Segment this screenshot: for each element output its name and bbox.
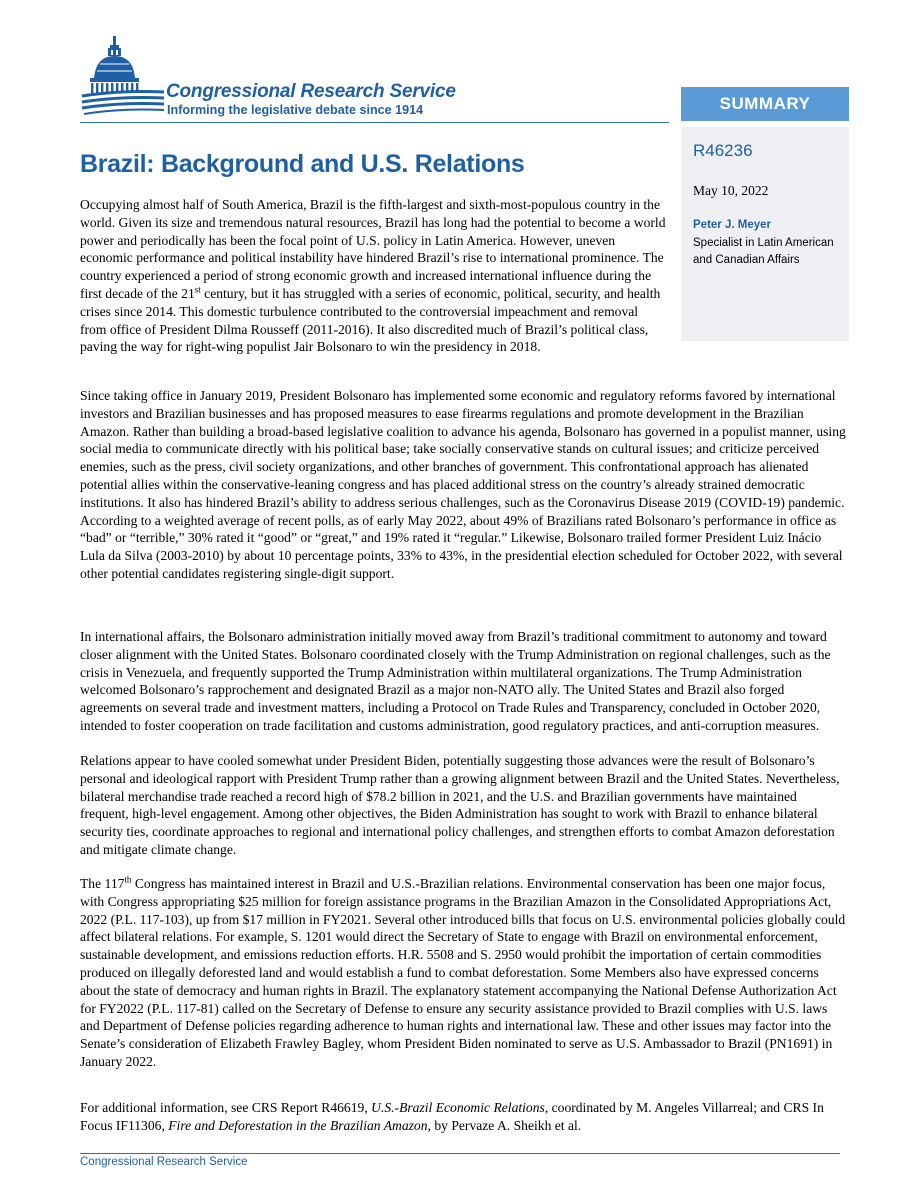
summary-paragraph-3: In international affairs, the Bolsonaro administration initially moved away from Brazil’s traditional commitment to autonomy and toward closer alignment with the United States. Bolsonaro coordinated closely with the Trump Administration on regional challenges, such as the crisis in Venezuela, and frequently supported the Trump Administration within multilateral organizations. The Trump Administration welcomed Bolsonaro’s rapprochement and designated Brazil as a major non-NATO ally. The United States and Brazil also forged agreements on several trade and investment matters, including a Protocol on Trade Rules and Transparency, concluded in October 2020, intended to foster cooperation on trade facilitation and customs administration, good regulatory practices, and anti-corruption measures. xyxy=(80,629,831,733)
paragraph-text: Occupying almost half of South America, Brazil is the fifth-largest and sixth-most-populous country in the world. Given its size and tremendous natural resources, Brazil has long had the potential to become a world power and periodically has been the focal point of U.S. policy in Latin America. However, uneven economic performance and political instability have hindered Brazil’s rise to international prominence. The country experienced a period of strong economic growth and increased international influence during the first decade of the 21 xyxy=(80,197,666,301)
report-reference-title[interactable]: U.S.-Brazil Economic Relations xyxy=(371,1100,545,1115)
ordinal-suffix: st xyxy=(194,284,201,295)
paragraph-text: , coordinated by M. Angeles Villarreal; and CRS In Focus IF11306, xyxy=(80,1100,824,1133)
paragraph-text: For additional information, see CRS Report R46619, xyxy=(80,1100,372,1115)
summary-paragraph-4: Relations appear to have cooled somewhat under President Biden, potentially suggesting those advances were the result of Bolsonaro’s personal and ideological rapport with President Trump rather than a growing alignment between Brazil and the United States. Nevertheless, bilateral merchandise trade reached a record high of $78.2 billion in 2021, and the U.S. and Brazilian governments have maintained frequent, high-level engagement. Among other objectives, the Biden Administration has sought to work with Brazil to enhance bilateral security ties, coordinate approaches to regional and international policy challenges, and strengthen efforts to combat Amazon deforestation and mitigate climate change. xyxy=(80,753,840,857)
paragraph-text: The 117 xyxy=(80,876,125,891)
infocus-reference-title[interactable]: Fire and Deforestation in the Brazilian Amazon xyxy=(168,1117,428,1133)
header-divider xyxy=(80,122,669,123)
author-title: Specialist in Latin American and Canadian Affairs xyxy=(693,237,834,266)
brand-name: Congressional Research Service xyxy=(166,81,456,102)
summary-paragraph-2: Since taking office in January 2019, President Bolsonaro has implemented some economic and regulatory reforms favored by international investors and Brazilian businesses and has proposed measures to ease firearms regulations and promote development in the Brazilian Amazon. Rather than building a broad-based legislative coalition to advance his agenda, Bolsonaro has governed in a populist manner, using social media to communicate directly with his political base; take socially conservative stands on cultural issues; and criticize perceived enemies, such as the press, civil society organizations, and other branches of government. This confrontational approach has alienated potential allies within the conservative-leaning congress and has placed additional stress on the country’s already strained democratic institutions. It also has hindered Brazil’s ability to address serious challenges, such as the Coronavirus Disease 2019 (COVID-19) pandemic. According to a weighted average of recent polls, as of early May 2022, about 49% of Brazilians rated Bolsonaro’s performance in office as “bad” or “terrible,” 30% rated it “good” or “great,” and 19% rated it “regular.” Likewise, Bolsonaro trailed former President Luiz Inácio Lula da Silva (2003-2010) by about 10 percentage points, 33% to 43%, in the presidential election scheduled for October 2022, with several other potential candidates registering single-digit support. xyxy=(80,388,846,581)
report-date: May 10, 2022 xyxy=(693,183,769,198)
paragraph-text: , by Pervaze A. Sheikh et al. xyxy=(427,1117,582,1133)
paragraph-text: century, but it has struggled with a series of economic, political, security, and health crises since 2014. This domestic turbulence contributed to the controversial impeachment and removal from office of President Dilma Rousseff (2011-2016). It also discredited much of Brazil’s political class, paving the way for right-wing populist Jair Bolsonaro to win the presidency in 2018. xyxy=(80,285,661,355)
ordinal-suffix: th xyxy=(124,874,132,885)
paragraph-text: Congress has maintained interest in Brazil and U.S.-Brazilian relations. Environmental conservation has been one major focus, with Congress appropriating $25 million for foreign assistance programs in the Brazilian Amazon in the Consolidated Appropriations Act, 2022 (P.L. 117-103), up from $17 million in FY2021. Several other introduced bills that focus on U.S. environmental policies globally could affect bilateral relations. For example, S. 1201 would direct the Secretary of State to engage with Brazil on environmental enforcement, sustainable development, and emissions reduction efforts. H.R. 5508 and S. 2950 would prohibit the importation of certain commodities produced on illegally deforested land and would establish a fund to combat deforestation. Some Members also have expressed concerns about the state of democracy and human rights in Brazil. The explanatory statement accompanying the National Defense Authorization Act for FY2022 (P.L. 117-81) called on the Secretary of Defense to ensure any security assistance provided to Brazil complies with U.S. laws and Department of Defense policies regarding adherence to human rights and international law. These and other issues may factor into the Senate’s consideration of Elizabeth Frawley Bagley, whom President Biden nominated to serve as U.S. Ambassador to Brazil (PN1691) in January 2022. xyxy=(80,876,846,1069)
page-title: Brazil: Background and U.S. Relations xyxy=(80,150,525,178)
brand-tagline: Informing the legislative debate since 1914 xyxy=(167,103,424,117)
summary-paragraph-5 xyxy=(80,875,848,1071)
footer-divider xyxy=(80,1153,840,1154)
author-name[interactable]: Peter J. Meyer xyxy=(693,219,771,231)
summary-paragraph-6 xyxy=(80,1099,848,1135)
summary-paragraph-1 xyxy=(80,196,666,356)
summary-tab: SUMMARY xyxy=(681,87,849,121)
footer-text: Congressional Research Service xyxy=(80,1156,248,1168)
report-number: R46236 xyxy=(693,141,753,160)
